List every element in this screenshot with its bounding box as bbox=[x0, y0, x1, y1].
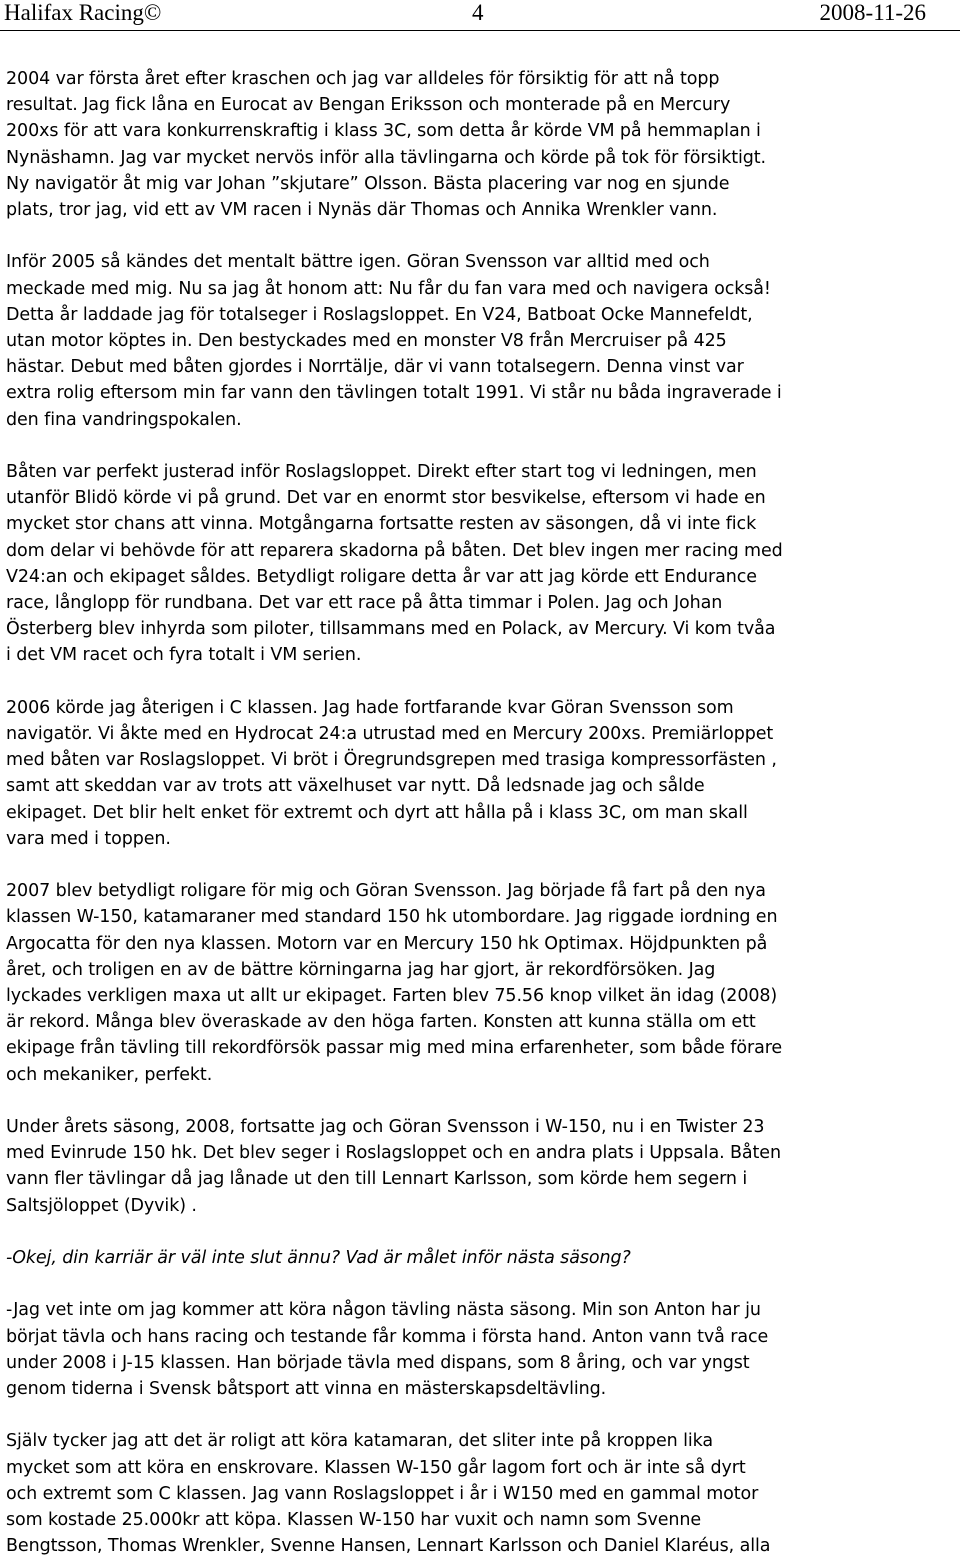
text-line: Bengtsson, Thomas Wrenkler, Svenne Hansen, Lennart Karlsson och Daniel Klaréus, alla bbox=[6, 1536, 771, 1557]
text-line: Detta år laddade jag för totalseger i Roslagsloppet. En V24, Batboat Ocke Mannefeldt, bbox=[6, 304, 753, 325]
text-line: Under årets säsong, 2008, fortsatte jag och Göran Svensson i W-150, nu i en Twister 23 bbox=[6, 1117, 765, 1138]
header-date: 2008-11-26 bbox=[819, 0, 926, 25]
text-line: vann fler tävlingar då jag lånade ut den till Lennart Karlsson, som körde hem segern i bbox=[6, 1169, 748, 1190]
text-line: Nynäshamn. Jag var mycket nervös inför alla tävlingarna och körde på tok för försiktigt. bbox=[6, 147, 766, 168]
text-line: genom tiderna i Svensk båtsport att vinna en mästerskapsdeltävling. bbox=[6, 1379, 607, 1400]
text-line: under 2008 i J-15 klassen. Han började tävla med dispans, som 8 åring, och var yngst bbox=[6, 1352, 750, 1373]
paragraph bbox=[6, 459, 958, 669]
text-line: Österberg blev inhyrda som piloter, tillsammans med en Polack, av Mercury. Vi kom tvåa bbox=[6, 619, 776, 640]
text-line: 200xs för att vara konkurrenskraftig i klass 3C, som detta år körde VM på hemmaplan i bbox=[6, 121, 761, 142]
text-line: och extremt som C klassen. Jag vann Roslagsloppet i år i W150 med en gammal motor bbox=[6, 1483, 759, 1504]
text-line: resultat. Jag fick låna en Eurocat av Bengan Eriksson och monterade på en Mercury bbox=[6, 95, 731, 116]
header-divider bbox=[0, 30, 960, 31]
text-line: 2004 var första året efter kraschen och jag var alldeles för försiktig för att nå topp bbox=[6, 69, 720, 89]
text-line: 2006 körde jag återigen i C klassen. Jag hade fortfarande kvar Göran Svensson som bbox=[6, 697, 734, 718]
text-line: med båten var Roslagsloppet. Vi bröt i Öregrundsgrepen med trasiga kompressorfästen , bbox=[6, 750, 777, 771]
text-line: med Evinrude 150 hk. Det blev seger i Roslagsloppet och en andra plats i Uppsala. Båten bbox=[6, 1143, 781, 1164]
page-header bbox=[0, 0, 960, 30]
paragraph bbox=[6, 249, 958, 432]
paragraph bbox=[6, 878, 958, 1088]
text-line: i det VM racet och fyra totalt i VM serien. bbox=[6, 645, 362, 666]
text-line: som kostade 25.000kr att köpa. Klassen W-150 har vuxit och namn som Svenne bbox=[6, 1510, 702, 1531]
text-line: race, långlopp för rundbana. Det var ett race på åtta timmar i Polen. Jag och Johan bbox=[6, 593, 723, 614]
paragraph bbox=[6, 1428, 958, 1559]
text-line: meckade med mig. Nu sa jag åt honom att: Nu får du fan vara med och navigera också! bbox=[6, 278, 771, 299]
text-line: V24:an och ekipaget såldes. Betydligt roligare detta år var att jag körde ett Endurance bbox=[6, 566, 757, 587]
text-line: ekipage från tävling till rekordförsök passar mig med mina erfarenheter, som både förare bbox=[6, 1038, 783, 1059]
text-line: Saltsjöloppet (Dyvik) . bbox=[6, 1195, 197, 1216]
header-title: Halifax Racing© bbox=[4, 0, 162, 25]
text-line: plats, tror jag, vid ett av VM racen i Nynäs där Thomas och Annika Wrenkler vann. bbox=[6, 200, 718, 221]
text-line: vara med i toppen. bbox=[6, 828, 171, 849]
text-line: Inför 2005 så kändes det mentalt bättre igen. Göran Svensson var alltid med och bbox=[6, 252, 710, 273]
text-line: extra rolig eftersom min far vann den tävlingen totalt 1991. Vi står nu båda ingraverade i bbox=[6, 383, 782, 404]
text-line: lyckades verkligen maxa ut allt ur ekipaget. Farten blev 75.56 knop vilket än idag (2008) bbox=[6, 986, 778, 1007]
text-line: året, och troligen en av de bättre körningarna jag har gjort, är rekordförsöken. Jag bbox=[6, 959, 716, 980]
paragraph bbox=[6, 66, 958, 223]
text-line: -Jag vet inte om jag kommer att köra någon tävling nästa säsong. Min son Anton har ju bbox=[6, 1300, 761, 1321]
text-line: hästar. Debut med båten gjordes i Norrtälje, där vi vann totalsegern. Denna vinst var bbox=[6, 357, 744, 378]
paragraph bbox=[6, 1114, 958, 1219]
text-line: är rekord. Många blev överaskade av den höga farten. Konsten att kunna ställa om ett bbox=[6, 1012, 756, 1033]
text-line: och mekaniker, perfekt. bbox=[6, 1064, 213, 1085]
text-line: Själv tycker jag att det är roligt att köra katamaran, det sliter inte på kroppen lika bbox=[6, 1431, 713, 1452]
text-line: utan motor köptes in. Den bestyckades med en monster V8 från Mercruiser på 425 bbox=[6, 331, 727, 352]
text-line: klassen W-150, katamaraner med standard 150 hk utombordare. Jag riggade iordning en bbox=[6, 907, 778, 928]
text-line: 2007 blev betydligt roligare för mig och Göran Svensson. Jag började få fart på den nya bbox=[6, 881, 766, 902]
text-line: utanför Blidö körde vi på grund. Det var en enormt stor besvikelse, eftersom vi hade en bbox=[6, 488, 766, 509]
header-page-number: 4 bbox=[472, 0, 484, 25]
text-line: dom delar vi behövde för att reparera skadorna på båten. Det blev ingen mer racing med bbox=[6, 540, 783, 561]
text-line: mycket som att köra en enskrovare. Klassen W-150 går lagom fort och är inte så dyrt bbox=[6, 1457, 746, 1478]
text-line: navigatör. Vi åkte med en Hydrocat 24:a utrustad med en Mercury 200xs. Premiärloppet bbox=[6, 724, 774, 745]
text-line: den fina vandringspokalen. bbox=[6, 409, 242, 430]
text-line: Båten var perfekt justerad inför Roslagsloppet. Direkt efter start tog vi ledningen, men bbox=[6, 462, 757, 483]
paragraph bbox=[6, 695, 958, 852]
text-line: börjat tävla och hans racing och testande får komma i första hand. Anton vann två race bbox=[6, 1326, 769, 1347]
text-line: Argocatta för den nya klassen. Motorn var en Mercury 150 hk Optimax. Höjdpunkten på bbox=[6, 933, 768, 954]
text-line: mycket stor chans att vinna. Motgångarna fortsatte resten av säsongen, då vi inte fick bbox=[6, 514, 757, 535]
article-body bbox=[6, 66, 958, 1559]
text-line: samt att skeddan var av trots att växelhuset var nytt. Då ledsnade jag och sålde bbox=[6, 776, 705, 797]
interview-question bbox=[6, 1245, 958, 1271]
text-line: -Okej, din karriär är väl inte slut ännu? Vad är målet inför nästa säsong? bbox=[6, 1248, 631, 1269]
text-line: Ny navigatör åt mig var Johan ”skjutare” Olsson. Bästa placering var nog en sjunde bbox=[6, 173, 730, 194]
text-line: ekipaget. Det blir helt enket för extremt och dyrt att hålla på i klass 3C, om man skall bbox=[6, 802, 748, 823]
paragraph bbox=[6, 1297, 958, 1402]
